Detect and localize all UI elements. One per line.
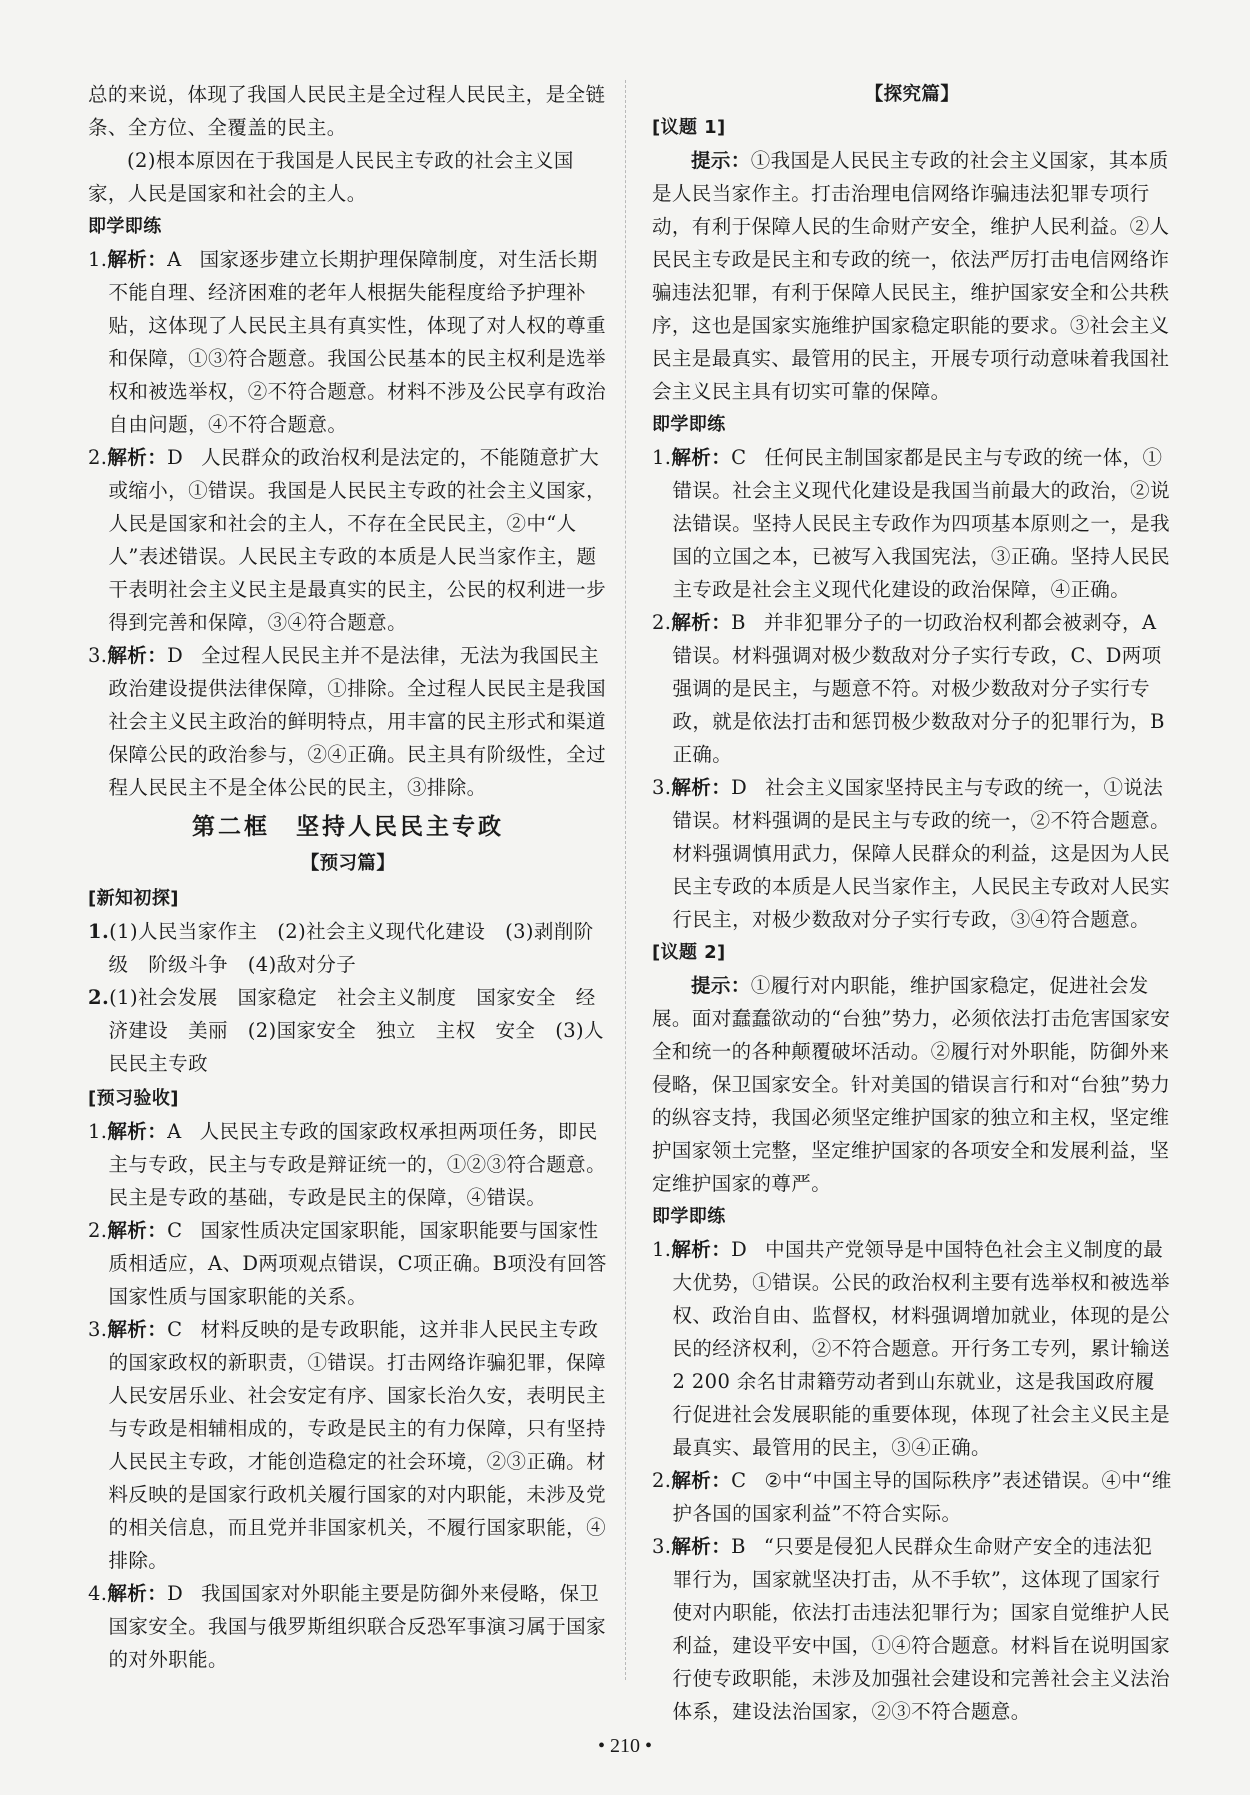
page-number: • 210 •: [597, 1735, 652, 1757]
section-heading: 即学即练: [652, 414, 726, 435]
answer-item: 1.解析：A 人民民主专政的国家政权承担两项任务，即民主与专政，民主与专政是辩证统一的，①②③符合题意。民主是专政的基础，专政是民主的保障，④错误。: [88, 1120, 606, 1209]
answer-item: 2.解析：B 并非犯罪分子的一切政治权利都会被剥夺，A错误。材料强调对极少数敌对分子实行专政，C、D两项强调的是民主，与题意不符。对极少数敌对分子实行专政，就是依法打击和惩罚极少数敌对分子的犯罪行为，B正确。: [652, 611, 1165, 766]
answer-item: 2.解析：D 人民群众的政治权利是法定的，不能随意扩大或缩小，①错误。我国是人民民主专政的社会主义国家，人民是国家和社会的主人，不存在全民民主，②中“人人”表述错误。人民民主专政的本质是人民当家作主，题干表明社会主义民主是最真实的民主，公民的权利进一步得到完善和保障，③④符合题意。: [88, 446, 606, 634]
intro-paragraph: (2)根本原因在于我国是人民民主专政的社会主义国家，人民是国家和社会的主人。: [88, 149, 574, 205]
hint-paragraph: 提示：①我国是人民民主专政的社会主义国家，其本质是人民当家作主。打击治理电信网络诈骗违法犯罪专项行动，有利于保障人民的生命财产安全，维护人民利益。②人民民主专政是民主和专政的统一，依法严厉打击电信网络诈骗违法犯罪，有利于保障人民民主，维护国家安全和公共秩序，这也是国家实施维护国家稳定职能的要求。③社会主义民主是最真实、最管用的民主，开展专项行动意味着我国社会主义民主具有切实可靠的保障。: [652, 149, 1170, 403]
section-heading: 即学即练: [652, 1206, 726, 1227]
section-heading: [议题 2]: [652, 942, 726, 963]
left-column: [88, 78, 608, 1676]
answer-item: 1.解析：D 中国共产党领导是中国特色社会主义制度的最大优势，①错误。公民的政治权利主要有选举权和被选举权、政治自由、监督权，材料强调增加就业，体现的是公民的经济权利，②不符合题意。开行务工专列，累计输送 2 200 余名甘肃籍劳动者到山东就业，这是我国政府履行促进社会发展职能的重要体现，体现了社会主义民主是最真实、最管用的民主，③④正确。: [652, 1238, 1170, 1459]
answer-item: 3.解析：D 全过程人民民主并不是法律，无法为我国民主政治建设提供法律保障，①排除。全过程人民民主是我国社会主义民主政治的鲜明特点，用丰富的民主形式和渠道保障公民的政治参与，②④正确。民主具有阶级性，全过程人民民主不是全体公民的民主，③排除。: [88, 644, 606, 799]
answer-item: 1.解析：A 国家逐步建立长期护理保障制度，对生活长期不能自理、经济困难的老年人根据失能程度给予护理补贴，这体现了人民民主具有真实性，体现了对人权的尊重和保障，①③符合题意。我国公民基本的民主权利是选举权和被选举权，②不符合题意。材料不涉及公民享有政治自由问题，④不符合题意。: [88, 248, 606, 436]
part-heading: 【预习篇】: [300, 853, 396, 874]
answer-item: 2.解析：C ②中“中国主导的国际秩序”表述错误。④中“维护各国的国家利益”不符合实际。: [652, 1469, 1172, 1525]
knowledge-item: 2.(1)社会发展 国家稳定 社会主义制度 国家安全 经济建设 美丽 (2)国家安全 独立 主权 安全 (3)人民民主专政: [88, 986, 604, 1075]
part-heading: 【探究篇】: [864, 84, 960, 105]
section-heading: [预习验收]: [88, 1088, 179, 1109]
right-column: [652, 78, 1172, 1728]
column-divider: [625, 80, 626, 1680]
answer-item: 3.解析：C 材料反映的是专政职能，这并非人民民主专政的国家政权的新职责，①错误。打击网络诈骗犯罪，保障人民安居乐业、社会安定有序、国家长治久安，表明民主与专政是相辅相成的，专政是民主的有力保障，只有坚持人民民主专政，才能创造稳定的社会环境，②③正确。材料反映的是国家行政机关履行国家的对内职能，未涉及党的相关信息，而且党并非国家机关，不履行国家职能，④排除。: [88, 1318, 606, 1572]
intro-paragraph: 总的来说，体现了我国人民民主是全过程人民民主，是全链条、全方位、全覆盖的民主。: [88, 83, 606, 139]
answer-item: 4.解析：D 我国国家对外职能主要是防御外来侵略，保卫国家安全。我国与俄罗斯组织联合反恐军事演习属于国家的对外职能。: [88, 1582, 606, 1671]
section-heading: [新知初探]: [88, 888, 179, 909]
answer-item: 2.解析：C 国家性质决定国家职能，国家职能要与国家性质相适应，A、D两项观点错误，C项正确。B项没有回答国家性质与国家职能的关系。: [88, 1219, 607, 1308]
hint-paragraph: 提示：①履行对内职能，维护国家稳定，促进社会发展。面对蠢蠢欲动的“台独”势力，必须依法打击危害国家安全和统一的各种颠覆破坏活动。②履行对外职能，防御外来侵略，保卫国家安全。针对美国的错误言行和对“台独”势力的纵容支持，我国必须坚定维护国家的独立和主权，坚定维护国家领土完整，坚定维护国家的各项安全和发展利益，坚定维护国家的尊严。: [652, 974, 1171, 1195]
lesson-title: 第二框 坚持人民民主专政: [192, 813, 504, 840]
answer-item: 1.解析：C 任何民主制国家都是民主与专政的统一体，①错误。社会主义现代化建设是我国当前最大的政治，②说法错误。坚持人民民主专政作为四项基本原则之一，是我国的立国之本，已被写入我国宪法，③正确。坚持人民民主专政是社会主义现代化建设的政治保障，④正确。: [652, 446, 1170, 601]
answer-item: 3.解析：D 社会主义国家坚持民主与专政的统一，①说法错误。材料强调的是民主与专政的统一，②不符合题意。材料强调慎用武力，保障人民群众的利益，这是因为人民民主专政的本质是人民当家作主，人民民主专政对人民实行民主，对极少数敌对分子实行专政，③④符合题意。: [652, 776, 1170, 931]
answer-item: 3.解析：B “只要是侵犯人民群众生命财产安全的违法犯罪行为，国家就坚决打击，从不手软”，这体现了国家行使对内职能，依法打击违法犯罪行为；国家自觉维护人民利益，建设平安中国，①④符合题意。材料旨在说明国家行使专政职能，未涉及加强社会建设和完善社会主义法治体系，建设法治国家，②③不符合题意。: [652, 1535, 1170, 1723]
knowledge-item: 1.(1)人民当家作主 (2)社会主义现代化建设 (3)剥削阶级 阶级斗争 (4)敌对分子: [88, 920, 594, 976]
section-heading: [议题 1]: [652, 117, 726, 138]
section-heading: 即学即练: [88, 216, 162, 237]
